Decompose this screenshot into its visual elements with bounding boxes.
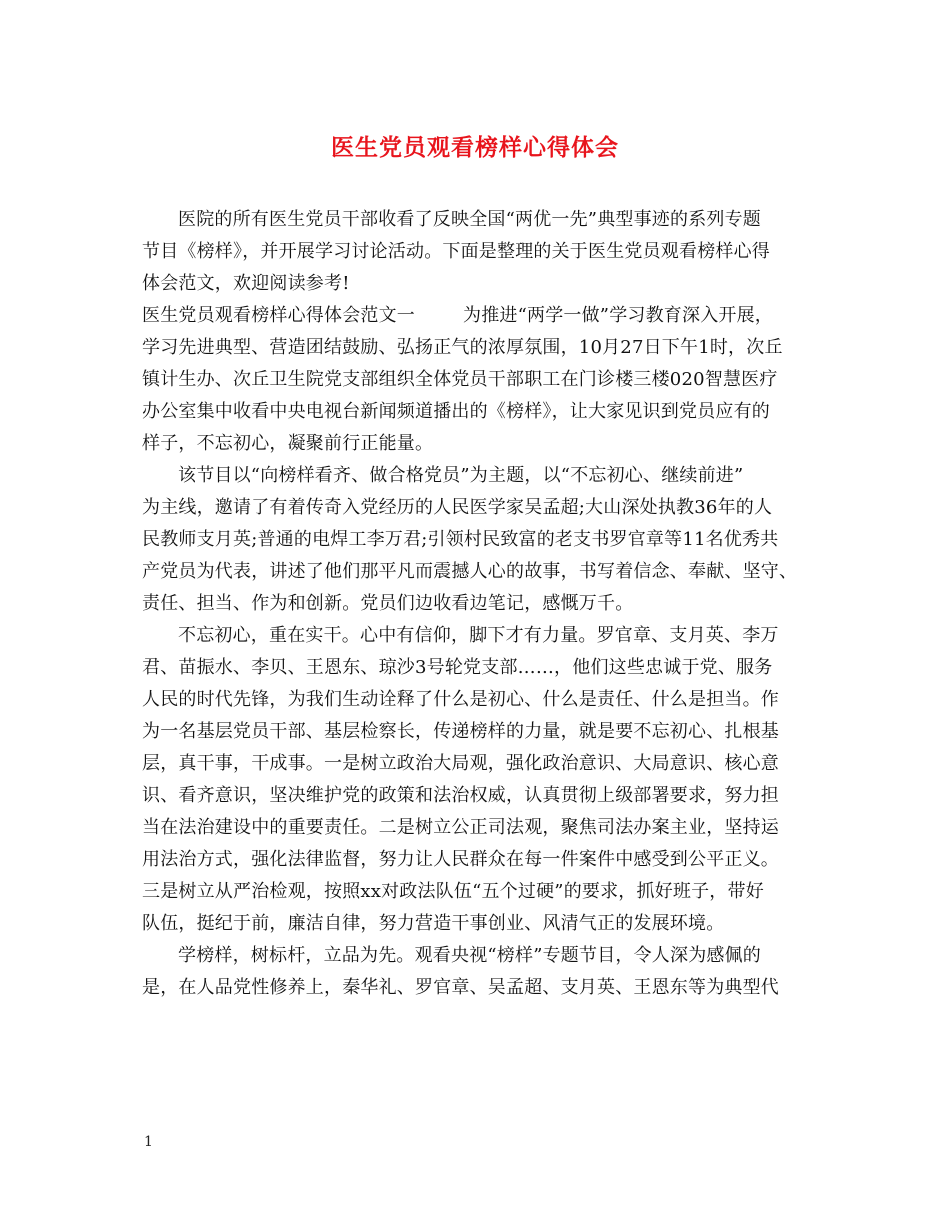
text-line: 不忘初心，重在实干。心中有信仰，脚下才有力量。罗官章、支月英、李万	[178, 625, 779, 646]
text-line: 样子，不忘初心，凝聚前行正能量。	[142, 433, 434, 454]
text-line: 当在法治建设中的重要责任。二是树立公正司法观，聚焦司法办案主业，坚持运	[142, 817, 779, 838]
text-line: 为主线，邀请了有着传奇入党经历的人民医学家吴孟超;大山深处执教36年的人	[142, 497, 773, 518]
section-heading-line	[142, 300, 812, 332]
text-line: 君、苗振水、李贝、王恩东、琼沙3号轮党支部……，他们这些忠诚于党、服务	[142, 657, 773, 678]
section-intro-text: 为推进“两学一做”学习教育深入开展，	[463, 305, 774, 326]
text-line: 体会范文，欢迎阅读参考!	[142, 273, 350, 294]
text-line: 责任、担当、作为和创新。党员们边收看边笔记，感慨万千。	[142, 593, 634, 614]
text-line: 用法治方式，强化法律监督，努力让人民群众在每一件案件中感受到公平正义。	[142, 849, 779, 870]
text-line: 节目《榜样》，并开展学习讨论活动。下面是整理的关于医生党员观看榜样心得	[142, 241, 770, 262]
text-line: 是，在人品党性修养上，秦华礼、罗官章、吴孟超、支月英、王恩东等为典型代	[142, 977, 779, 998]
text-line: 办公室集中收看中央电视台新闻频道播出的《榜样》，让大家见识到党员应有的	[142, 401, 770, 422]
text-line: 学榜样，树标杆，立品为先。观看央视“榜样”专题节目，令人深为感佩的	[178, 945, 762, 966]
text-line: 人民的时代先锋，为我们生动诠释了什么是初心、什么是责任、什么是担当。作	[142, 689, 779, 710]
text-line: 识、看齐意识，坚决维护党的政策和法治权威，认真贯彻上级部署要求，努力担	[142, 785, 779, 806]
text-line: 该节目以“向榜样看齐、做合格党员”为主题，以“不忘初心、继续前进”	[178, 465, 744, 486]
text-line: 民教师支月英;普通的电焊工李万君;引领村民致富的老支书罗官章等11名优秀共	[142, 529, 779, 550]
page-number: 1	[144, 1134, 153, 1150]
text-line: 层，真干事，干成事。一是树立政治大局观，强化政治意识、大局意识、核心意	[142, 753, 779, 774]
text-line: 镇计生办、次丘卫生院党支部组织全体党员干部职工在门诊楼三楼020智慧医疗	[142, 369, 778, 390]
text-line: 三是树立从严治检观，按照xx对政法队伍“五个过硬”的要求，抓好班子，带好	[142, 881, 764, 902]
text-line: 队伍，挺纪于前，廉洁自律，努力营造干事创业、风清气正的发展环境。	[142, 913, 725, 934]
text-line: 医院的所有医生党员干部收看了反映全国“两优一先”典型事迹的系列专题	[178, 209, 762, 230]
text-line: 学习先进典型、营造团结鼓励、弘扬正气的浓厚氛围，10月27日下午1时，次丘	[142, 337, 783, 358]
document-title: 医生党员观看榜样心得体会	[331, 134, 619, 161]
document-body	[142, 204, 812, 1004]
text-line: 为一名基层党员干部、基层检察长，传递榜样的力量，就是要不忘初心、扎根基	[142, 721, 779, 742]
section-heading: 医生党员观看榜样心得体会范文一	[142, 305, 415, 326]
text-line: 产党员为代表，讲述了他们那平凡而震撼人心的故事，书写着信念、奉献、坚守、	[142, 561, 798, 582]
